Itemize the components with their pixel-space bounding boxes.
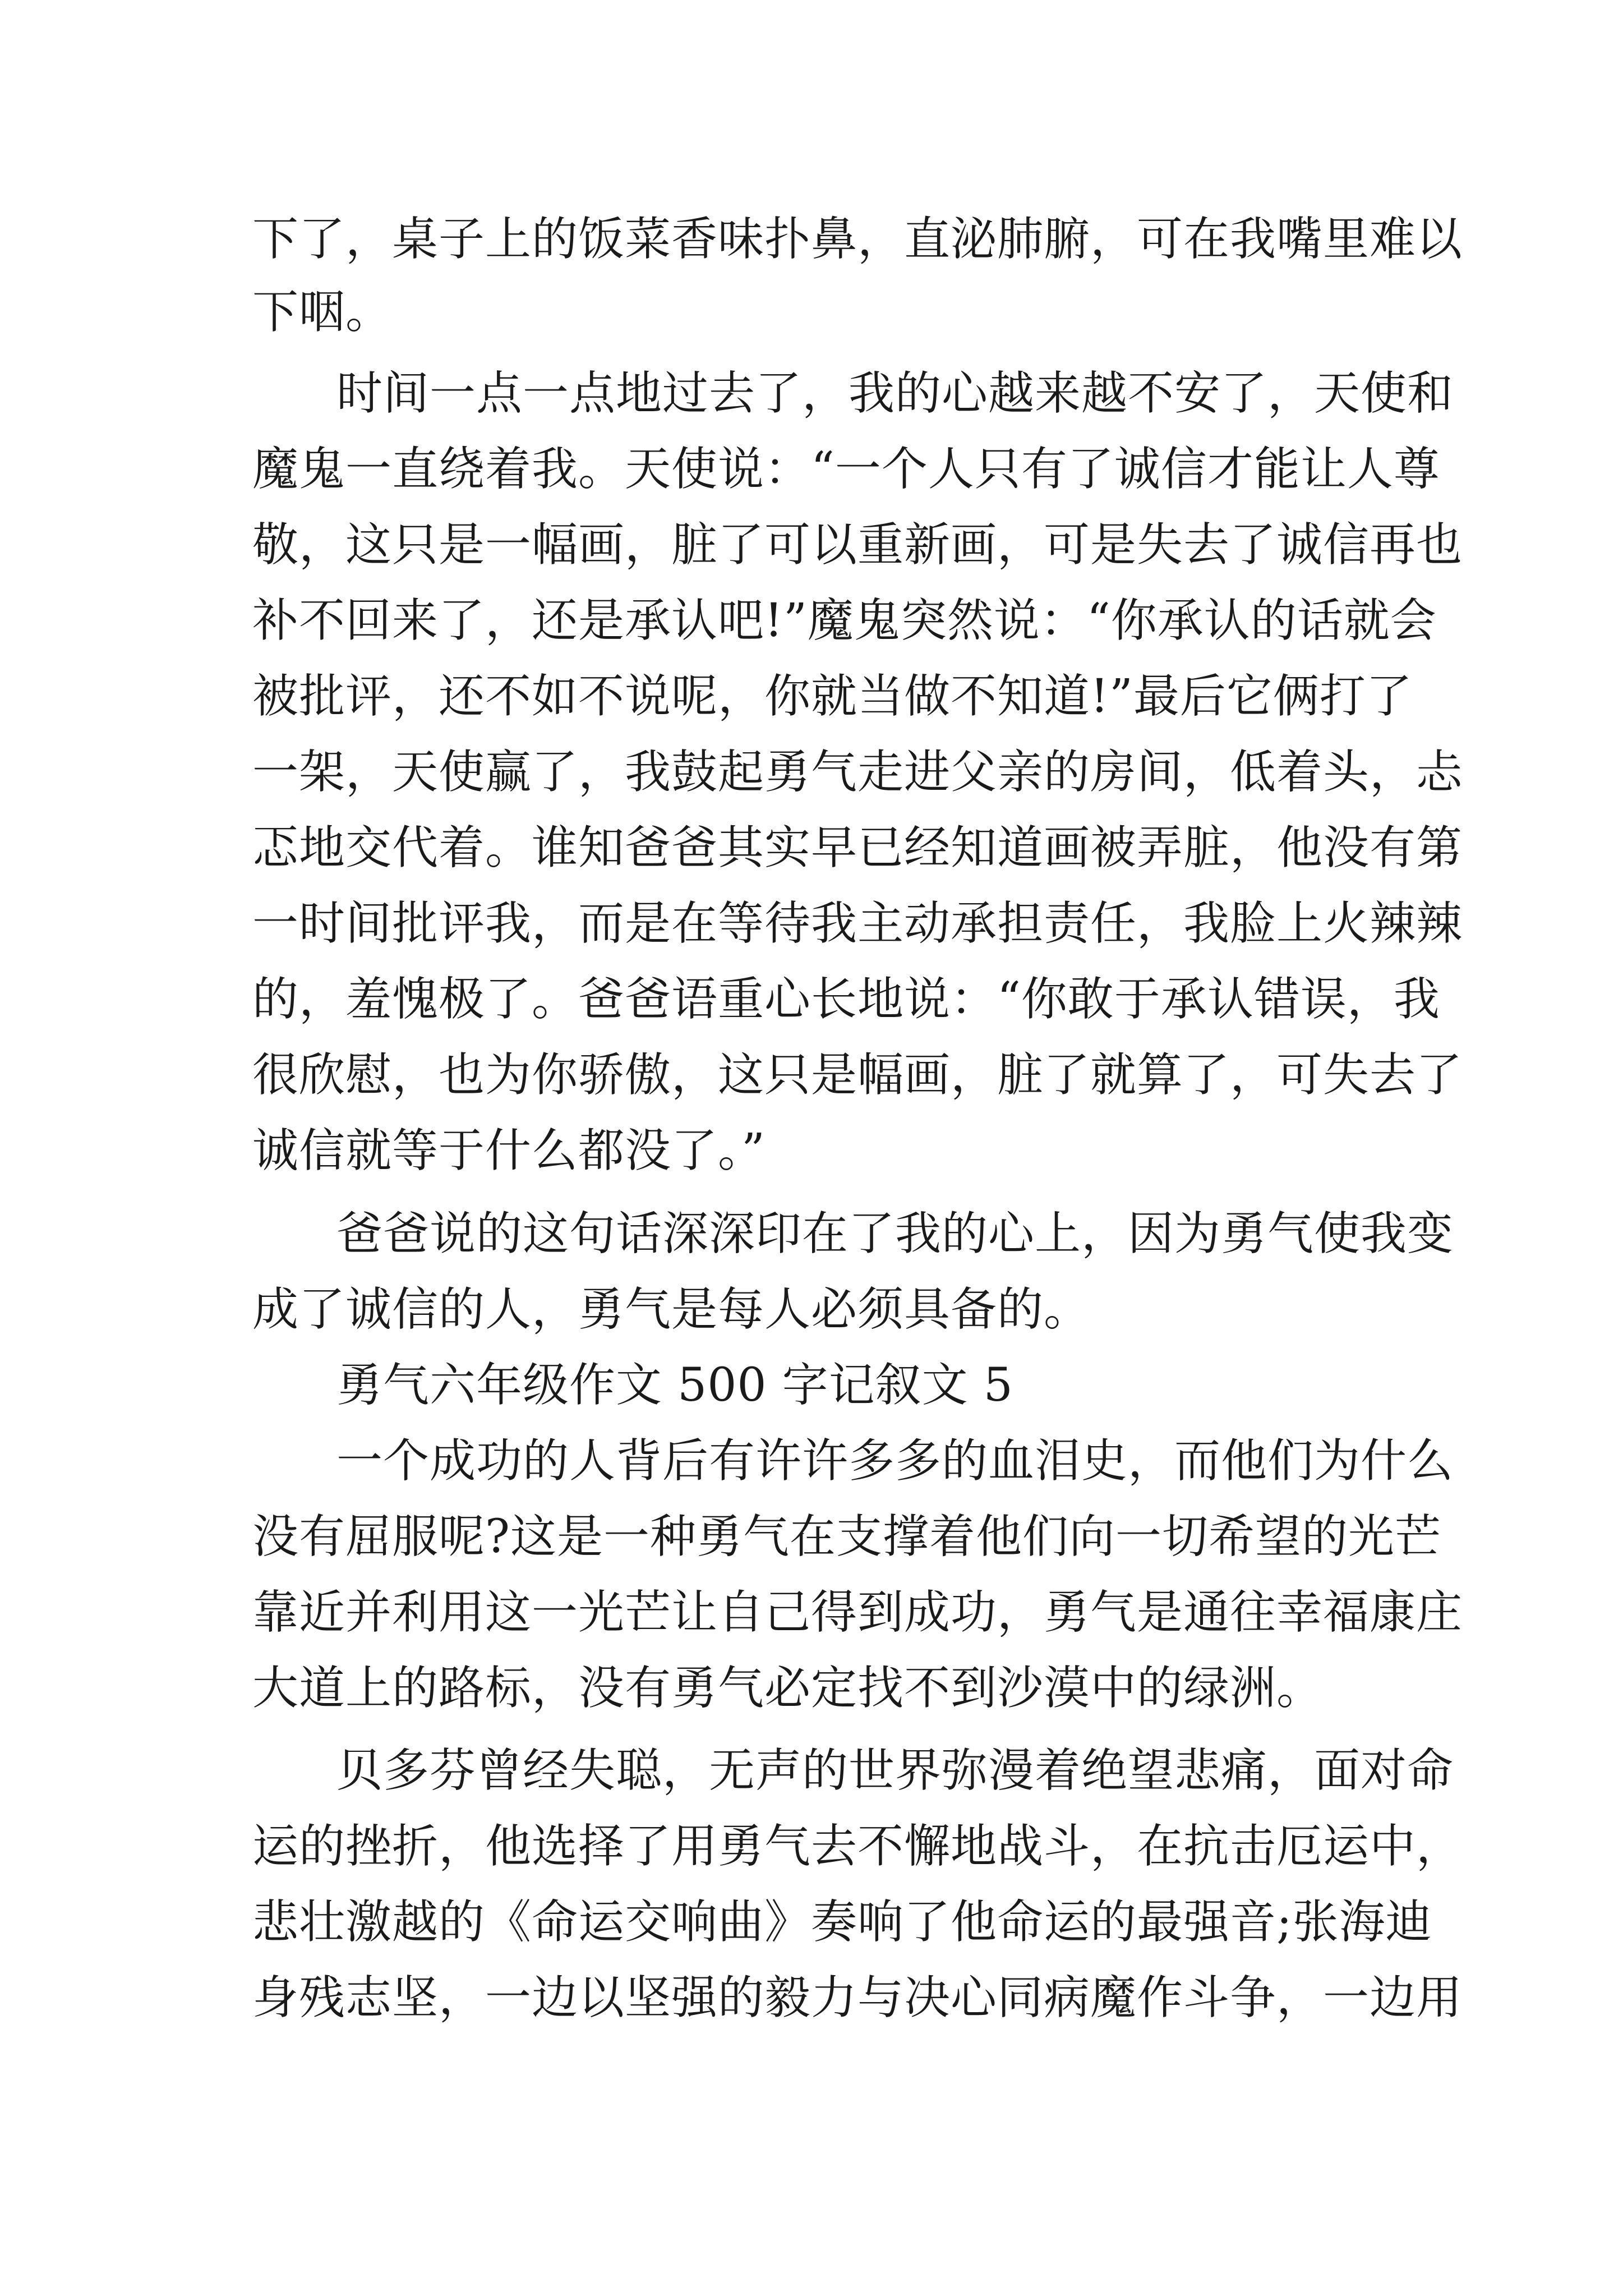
text-line: 魔鬼一直绕着我。天使说：“一个人只有了诚信才能让人尊	[252, 443, 1440, 496]
text-line: 下了，桌子上的饭菜香味扑鼻，直泌肺腑，可在我嘴里难以	[252, 213, 1463, 266]
text-line: 敬，这只是一幅画，脏了可以重新画，可是失去了诚信再也	[252, 518, 1463, 572]
text-line: 大道上的路标，没有勇气必定找不到沙漠中的绿洲。	[252, 1662, 1324, 1715]
text-line: 一架，天使赢了，我鼓起勇气走进父亲的房间，低着头，忐	[252, 746, 1463, 799]
text-line: 补不回来了，还是承认吧!”魔鬼突然说：“你承认的话就会	[252, 594, 1437, 647]
text-line: 成了诚信的人，勇气是每人必须具备的。	[252, 1283, 1091, 1336]
text-line: 运的挫折，他选择了用勇气去不懈地战斗，在抗击厄运中，	[252, 1820, 1463, 1873]
text-line: 身残志坚，一边以坚强的毅力与决心同病魔作斗争，一边用	[252, 1971, 1463, 2024]
text-line: 被批评，还不如不说呢，你就当做不知道!”最后它俩打了	[252, 670, 1413, 723]
text-line: 没有屈服呢?这是一种勇气在支撑着他们向一切希望的光芒	[252, 1510, 1441, 1563]
text-line: 靠近并利用这一光芒让自己得到成功，勇气是通往幸福康庄	[252, 1586, 1463, 1639]
text-line: 爸爸说的这句话深深印在了我的心上，因为勇气使我变	[336, 1207, 1454, 1260]
text-line: 一时间批评我，而是在等待我主动承担责任，我脸上火辣辣	[252, 897, 1463, 950]
text-line: 时间一点一点地过去了，我的心越来越不安了，天使和	[336, 367, 1454, 420]
text-line: 的，羞愧极了。爸爸语重心长地说：“你敢于承认错误，我	[252, 973, 1440, 1026]
text-line: 忑地交代着。谁知爸爸其实早已经知道画被弄脏，他没有第	[252, 821, 1463, 875]
text-line: 贝多芬曾经失聪，无声的世界弥漫着绝望悲痛，面对命	[336, 1744, 1454, 1797]
text-line: 很欣慰，也为你骄傲，这只是幅画，脏了就算了，可失去了	[252, 1048, 1463, 1102]
section-heading: 勇气六年级作文 500 字记叙文 5	[336, 1359, 1013, 1412]
text-line: 下咽。	[252, 286, 393, 339]
text-line: 悲壮激越的《命运交响曲》奏响了他命运的最强音;张海迪	[252, 1895, 1432, 1949]
text-line: 一个成功的人背后有许许多多的血泪史，而他们为什么	[336, 1434, 1454, 1488]
text-line: 诚信就等于什么都没了。”	[252, 1124, 766, 1177]
